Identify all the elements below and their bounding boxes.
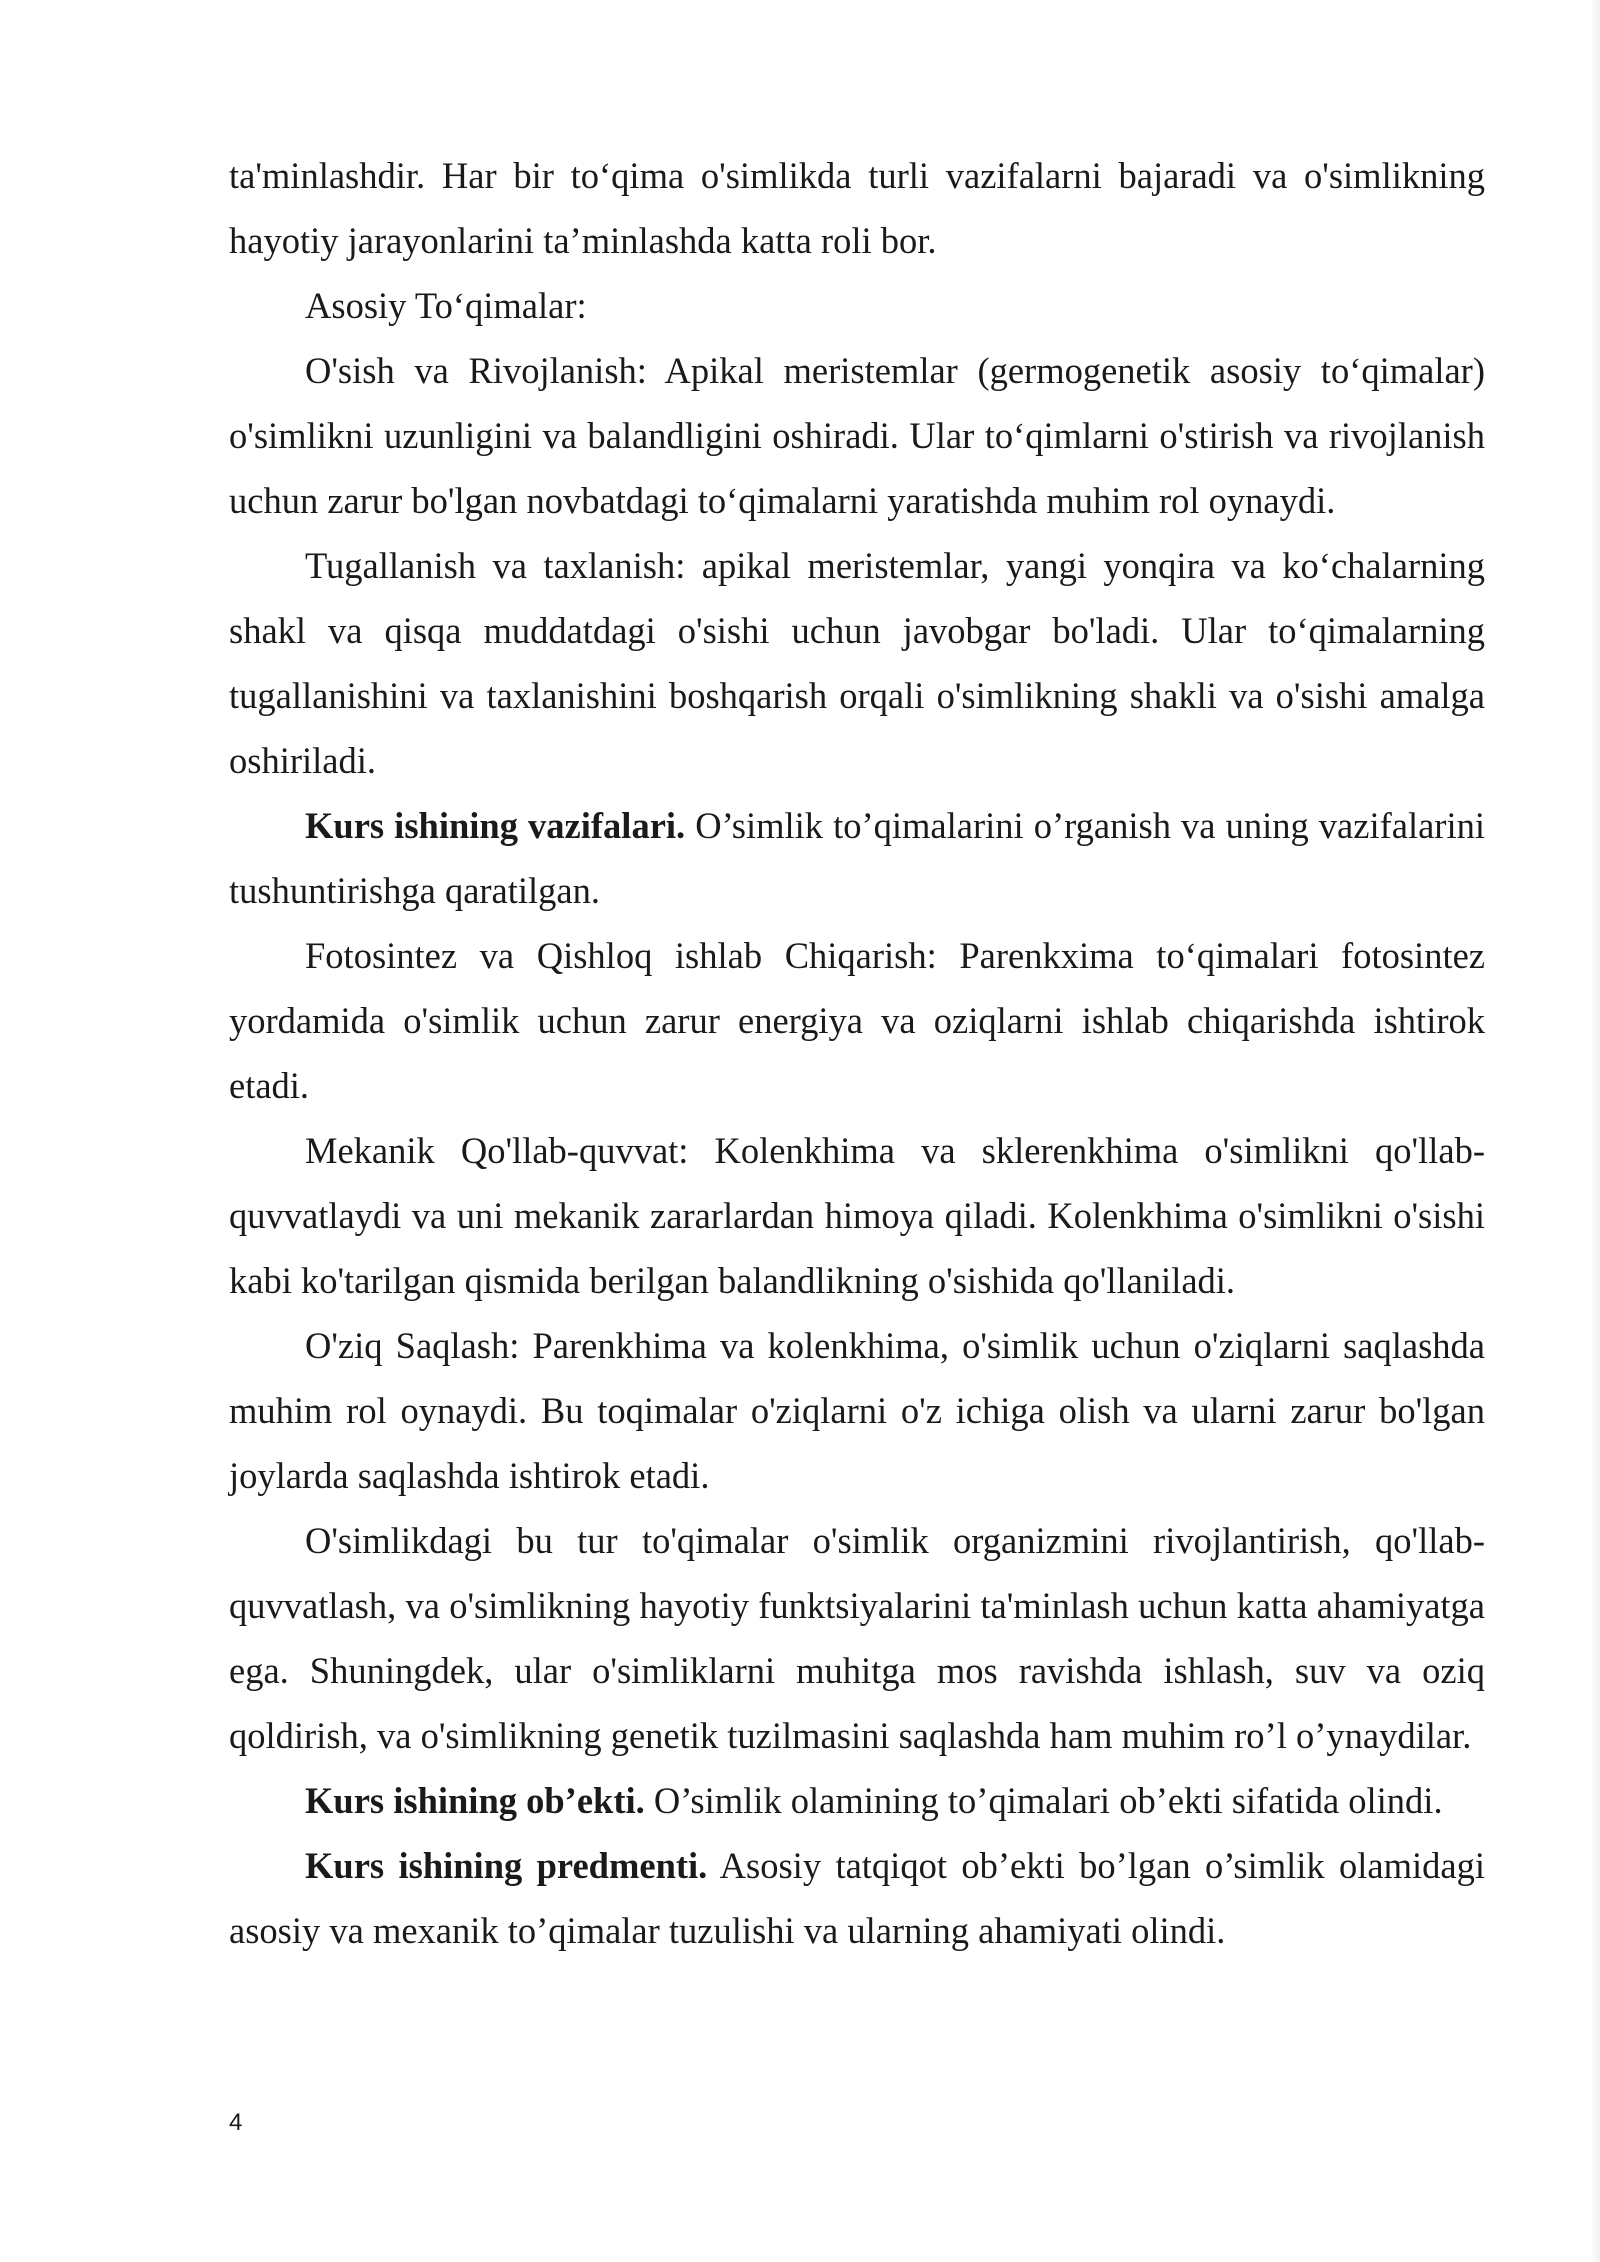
paragraph-bold-lead: Kurs ishining vazifalari.: [305, 805, 686, 846]
paragraph-text: ta'minlashdir. Har bir to‘qima o'simlikda turli vazifalarni bajaradi va o'simlikning hayotiy jarayonlarini ta’minlashda katta roli bor.: [229, 155, 1485, 261]
page-number: 4: [229, 2109, 243, 2136]
paragraph-bold-lead: Kurs ishining ob’ekti.: [305, 1780, 645, 1821]
paragraph-text: Fotosintez va Qishloq ishlab Chiqarish: Parenkxima to‘qimalari fotosintez yordamida o'simlik uchun zarur energiya va oziqlarni ishlab chiqarishda ishtirok etadi.: [229, 935, 1485, 1106]
paragraph-course-object: [229, 1768, 1485, 1833]
paragraph-text: Asosiy tatqiqot ob’ekti bo’lgan o’simlik olamidagi asosiy va mexanik to’qimalar tuzulishi va ularning ahamiyati olindi.: [229, 1845, 1485, 1951]
paragraph-course-tasks: [229, 793, 1485, 923]
page-edge-shadow: [1590, 0, 1600, 2262]
body-text: [229, 143, 1485, 1963]
paragraph-growth-development: [229, 338, 1485, 533]
paragraph-text: Tugallanish va taxlanish: apikal meristemlar, yangi yonqira va ko‘chalarning shakl va qisqa muddatdagi o'sishi uchun javobgar bo'ladi. Ular to‘qimalarning tugallanishini va taxlanishini boshqarish orqali o'simlikning shakli va o'sishi amalga oshiriladi.: [229, 545, 1485, 781]
paragraph-intro-continuation: [229, 143, 1485, 273]
paragraph-text: Mekanik Qo'llab-quvvat: Kolenkhima va sklerenkhima o'simlikni qo'llab-quvvatlaydi va uni mekanik zararlardan himoya qiladi. Kolenkhima o'simlikni o'sishi kabi ko'tarilgan qismida berilgan balandlikning o'sishida qo'llaniladi.: [229, 1130, 1485, 1301]
paragraph-mechanical-support: [229, 1118, 1485, 1313]
paragraph-text: Asosiy To‘qimalar:: [305, 285, 587, 326]
paragraph-main-tissues-heading: [229, 273, 1485, 338]
paragraph-text: O’simlik to’qimalarini o’rganish va uning vazifalarini tushuntirishga qaratilgan.: [229, 805, 1485, 911]
paragraph-text: O'ziq Saqlash: Parenkhima va kolenkhima, o'simlik uchun o'ziqlarni saqlashda muhim rol oynaydi. Bu toqimalar o'ziqlarni o'z ichiga olish va ularni zarur bo'lgan joylarda saqlashda ishtirok etadi.: [229, 1325, 1485, 1496]
paragraph-text: O'simlikdagi bu tur to'qimalar o'simlik organizmini rivojlantirish, qo'llab-quvvatlash, va o'simlikning hayotiy funktsiyalarini ta'minlash uchun katta ahamiyatga ega. Shuningdek, ular o'simliklarni muhitga mos ravishda ishlash, suv va oziq qoldirish, va o'simlikning genetik tuzilmasini saqlashda ham muhim ro’l o’ynaydilar.: [229, 1520, 1485, 1756]
paragraph-summary: [229, 1508, 1485, 1768]
paragraph-nutrient-storage: [229, 1313, 1485, 1508]
paragraph-course-subject: [229, 1833, 1485, 1963]
paragraph-completion-shaping: [229, 533, 1485, 793]
paragraph-bold-lead: Kurs ishining predmenti.: [305, 1845, 708, 1886]
paragraph-text: O’simlik olamining to’qimalari ob’ekti sifatida olindi.: [644, 1780, 1443, 1821]
paragraph-text: O'sish va Rivojlanish: Apikal meristemlar (germogenetik asosiy to‘qimalar) o'simlikni uzunligini va balandligini oshiradi. Ular to‘qimlarni o'stirish va rivojlanish uchun zarur bo'lgan novbatdagi to‘qimalarni yaratishda muhim rol oynaydi.: [229, 350, 1485, 521]
paragraph-photosynthesis: [229, 923, 1485, 1118]
